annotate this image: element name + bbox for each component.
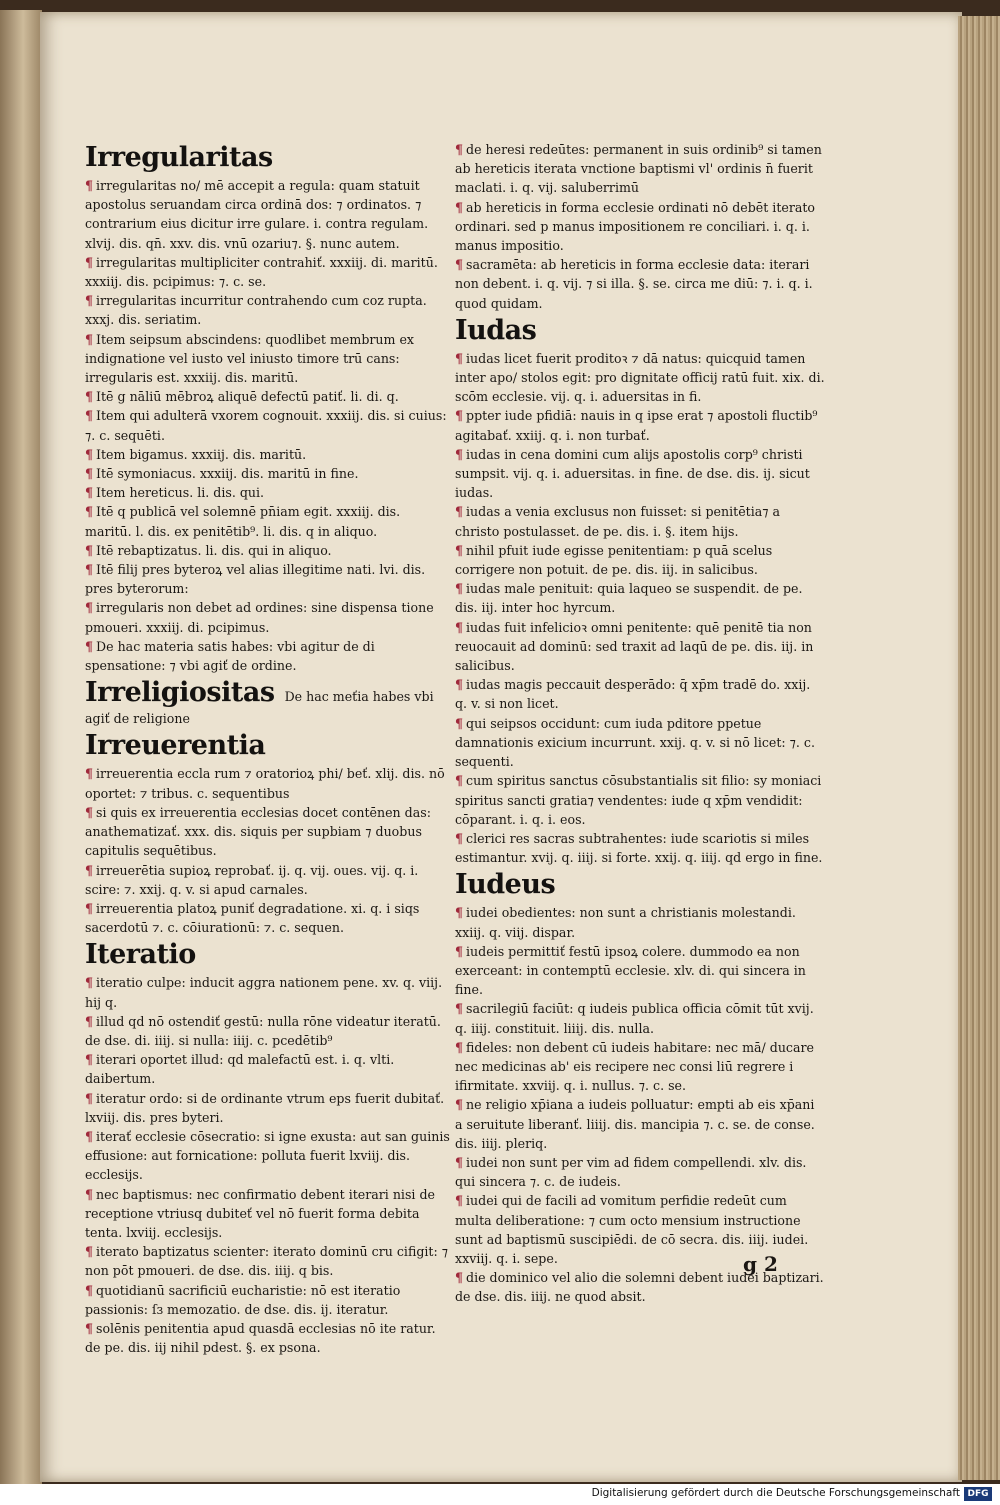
entry-text [85,1050,450,1088]
paragraph-mark-icon: ¶ [455,408,464,424]
entry-body: iudei obedientes: non sunt a christianis molestandi. xxiij. q. viij. dispar. [455,905,796,940]
entry-body: iudas in cena domini cum alijs apostolis corp⁹ christi sumpsit. vij. q. i. aduersitas. in fine. de dse. dis. ij. sicut iudas. [455,446,810,501]
left-column [85,140,450,1357]
entry-text [455,942,825,1000]
entry-text [85,330,450,388]
entry-text [85,176,450,253]
entry-body: Itē rebaptizatus. li. dis. qui in aliquo. [96,542,332,558]
entry-body: Itē g nāliū mēbroꝝ aliquē defectū patiť. li. di. q. [96,389,399,405]
entry-text [85,445,450,464]
entry-text [85,1281,450,1319]
entry-text [85,1185,450,1243]
paragraph-mark-icon: ¶ [85,1052,94,1068]
entry-body: iterari oportet illud: qd malefactū est. i. q. vlti. daibertum. [85,1052,395,1087]
entry-body: irreuerētia supioꝝ reprobať. ij. q. vij. oues. vij. q. i. scire: ⁊. xxij. q. v. si apud carnales. [85,862,419,897]
entry-body: irreuerentia eccla rum ⁊ oratorioꝝ phi/ beť. xlij. dis. nō oportet: ⁊ tribus. c. sequentibus [85,766,445,801]
entry-text [85,253,450,291]
paragraph-mark-icon: ¶ [85,446,94,462]
paragraph-mark-icon: ¶ [455,350,464,366]
entry-body: iudei non sunt per vim ad fidem compellendi. xlv. dis. qui sincera ⁊. c. de iudeis. [455,1154,807,1190]
entry-body: Itē symoniacus. xxxiij. dis. maritū in fine. [96,466,359,482]
entry-body: Itē filij pres byteroꝝ vel alias illegitime nati. lvi. dis. pres byterorum: [85,562,426,597]
credit-text: Digitalisierung gefördert durch die Deutsche Forschungsgemeinschaft [591,1487,960,1499]
entry-body: irregularitas multipliciter contrahiť. xxxiij. di. maritū. xxxiij. dis. pcipimus: ⁊. c. se. [85,254,438,290]
entry-heading [455,869,825,901]
entry-body: iudas licet fuerit proditoꝛ ⁊ dā natus: quicquid tamen inter apo/ stolos egit: pro dignitate officij ratū fuit. xix. di. scōm ecclesie. vij. q. i. aduersitas in fi. [455,350,825,405]
paragraph-mark-icon: ¶ [85,1090,94,1106]
entry-text [455,903,825,941]
entry-body: iterato baptizatus scienter: iterato dominū cru cifigit: ⁊ non pōt pmoueri. de dse. dis. iiij. q bis. [85,1244,449,1279]
page-block-edges [958,16,1000,1480]
entry-text [85,973,450,1011]
heading-irreligiositas: Irreligiositas [85,677,275,709]
entry-body: nihil pfuit iude egisse penitentiam: p quā scelus corrigere non potuit. de pe. dis. iij. in salicibus. [455,542,773,578]
entry-text [85,483,450,502]
paragraph-mark-icon: ¶ [85,504,94,520]
entry-body: iudas male penituit: quia laqueo se suspendit. de pe. dis. iij. inter hoc hyrcum. [455,581,803,616]
paragraph-mark-icon: ¶ [455,199,464,215]
heading-irreuerentia: Irreuerentia [85,730,266,762]
entry-body: sacrilegiū faciūt: q iudeis publica officia cōmit tūt xvij. q. iiij. constituit. liiij. dis. nulla. [455,1001,814,1036]
entry-body: Item qui adulterā vxorem cognouit. xxxiij. dis. si cuius: ⁊. c. sequēti. [85,408,447,443]
entry-body: De hac materia satis habes: vbi agitur de di spensatione: ⁊ vbi agiť de ordine. [85,638,375,674]
paragraph-mark-icon: ¶ [455,830,464,846]
entry-text [455,140,825,198]
entry-text [85,764,450,802]
entry-text [455,406,825,444]
entry-text [455,579,825,617]
paragraph-mark-icon: ¶ [455,1097,464,1113]
entry-body: ppter iude pfidiā: nauis in q ipse erat ⁊ apostoli fluctib⁹ agitabať. xxiij. q. i. non turbať. [455,408,818,443]
paragraph-mark-icon: ¶ [455,257,464,273]
heading-iudeus: Iudeus [455,869,556,901]
entry-text [455,255,825,313]
paragraph-mark-icon: ¶ [455,504,464,520]
heading-irregularitas: Irregularitas [85,142,273,173]
paragraph-mark-icon: ¶ [85,542,94,558]
entry-text [85,291,450,329]
paragraph-mark-icon: ¶ [85,862,94,878]
entry-text [85,464,450,483]
paragraph-mark-icon: ¶ [455,142,464,157]
paragraph-mark-icon: ¶ [455,1193,464,1209]
entry-body: ab hereticis in forma ecclesie ordinati nō debēt iterato ordinari. sed p manus impositionem re conciliari. i. q. i. manus impositio. [455,199,816,254]
entry-text [455,1038,825,1096]
entry-body: irreuerentia platoꝝ puniť degradatione. xi. q. i siqs sacerdotū ⁊. c. cōiurationū: ⁊. c. sequen. [85,900,420,936]
entry-body: nec baptismus: nec confirmatio debent iterari nisi de receptione vtriusq dubiteť vel nō fuerit forma debita tenta. lxviij. ecclesijs. [85,1186,435,1240]
paragraph-mark-icon: ¶ [85,600,94,616]
paragraph-mark-icon: ¶ [85,900,94,916]
entry-body: Itē q publicā vel solemnē pn̄iam egit. xxxiij. dis. maritū. l. dis. ex penitētib⁹. li. dis. q in aliquo. [85,504,401,539]
entry-text [85,541,450,560]
entry-body: de heresi redeūtes: permanent in suis ordinib⁹ si tamen ab hereticis iterata vnctione baptismi vl' ordinis n̄ fuerit maclati. i. q. vij. saluberrimū [455,142,822,196]
dfg-logo: DFG [964,1487,992,1501]
paragraph-mark-icon: ¶ [85,766,94,782]
entry-text [85,502,450,540]
footer-bar [0,1484,1000,1505]
entry-body: iteratur ordo: si de ordinante vtrum eps fuerit dubitať. lxviij. dis. pres byteri. [85,1090,445,1125]
entry-heading [85,677,450,728]
entry-body: solēnis penitentia apud quasdā ecclesias nō ite ratur. de pe. dis. iij nihil pdest. §. ex psona. [85,1320,436,1356]
entry-body: iudei qui de facili ad vomitum perfidie redeūt cum multa deliberatione: ⁊ cum octo mensium instructione sunt ad baptismū suscipiēdi. de cō secra. dis. iiij. iudei. xxviij. q. i. sepe. [455,1193,809,1266]
entry-heading [85,730,450,762]
entry-body: iteratio culpe: inducit aggra nationem pene. xv. q. viij. hij q. [85,975,443,1010]
entry-text [455,771,825,829]
entry-text [85,1242,450,1280]
entry-text [455,999,825,1037]
paragraph-mark-icon: ¶ [85,466,94,482]
paragraph-mark-icon: ¶ [85,1186,94,1202]
paragraph-mark-icon: ¶ [85,638,94,654]
paragraph-mark-icon: ¶ [455,619,464,635]
entry-text [455,618,825,676]
entry-body: ne religio xp̄iana a iudeis polluatur: empti ab eis xp̄ani a seruitute liberanť. liiij. dis. mancipia ⁊. c. se. de conse. dis. iiij. pleriq. [455,1097,815,1151]
entry-text [455,1153,825,1191]
entry-text [85,861,450,899]
entry-body: cum spiritus sanctus cōsubstantialis sit filio: sy moniaci spiritus sancti gratia⁊ vendentes: iude q xp̄m vendidit: cōparant. i. q. i. eos. [455,773,822,827]
paragraph-mark-icon: ¶ [85,293,94,309]
entry-text [85,637,450,675]
entry-body: iudas fuit infelicioꝛ omni penitente: quē penitē tia non reuocauit ad dominū: sed traxit ad laqū de pe. dis. iij. in salicibus. [455,619,814,674]
paragraph-mark-icon: ¶ [455,677,464,693]
entry-text [455,349,825,407]
paragraph-mark-icon: ¶ [85,804,94,820]
paragraph-mark-icon: ¶ [85,1128,94,1144]
paragraph-mark-icon: ¶ [85,408,94,424]
paragraph-mark-icon: ¶ [85,1244,94,1260]
entry-body: iudeis permittiť festū ipsoꝝ colere. dummodo ea non exerceant: in contemptū ecclesie. xlv. di. qui sincera in fine. [455,943,806,998]
signature-mark: g 2 [743,1252,778,1276]
entry-body: fideles: non debent cū iudeis habitare: nec mā/ ducare nec medicinas ab' eis recipere nec consi liū regrere i ifirmitate. xxviij. q. i. nullus. ⁊. c. se. [455,1039,814,1094]
paragraph-mark-icon: ¶ [455,715,464,731]
entry-text [85,1012,450,1050]
entry-text [455,541,825,579]
entry-text [455,829,825,867]
paragraph-mark-icon: ¶ [85,178,94,193]
heading-iteratio: Iteratio [85,939,196,971]
entry-heading [85,939,450,971]
entry-text [85,1127,450,1185]
paragraph-mark-icon: ¶ [85,254,94,270]
paragraph-mark-icon: ¶ [85,562,94,578]
entry-text [85,387,450,406]
entry-text [455,445,825,503]
entry-body: qui seipsos occidunt: cum iuda pditore ppetue damnationis exicium incurrunt. xxij. q. v. si nō licet: ⁊. c. sequenti. [455,715,815,770]
facing-page-edge [0,10,42,1484]
entry-body: Item seipsum abscindens: quodlibet membrum ex indignatione vel iusto vel iniusto timore trū cans: irregularis est. xxxiij. dis. maritū. [85,331,415,386]
entry-text [85,598,450,636]
entry-text [85,899,450,937]
entry-body: iudas magis peccauit desperādo: q̄ xp̄m tradē do. xxij. q. v. si non licet. [455,677,811,712]
paragraph-mark-icon: ¶ [455,1001,464,1017]
entry-text [85,1089,450,1127]
entry-body: Item hereticus. li. dis. qui. [96,485,265,501]
entry-heading [455,315,825,347]
entry-body: irregularitas no/ mē accepit a regula: quam statuit apostolus seruandam circa ordinā dos: ⁊ ordinatos. ⁊ contrarium eius dicitur irre gulare. i. contra regulam. xlvij. dis. qn̄. xxv. dis. vnū ozariu⁊. §. nunc autem. [85,178,429,251]
entry-body: irregularis non debet ad ordines: sine dispensa tione pmoueri. xxxiij. di. pcipimus. [85,600,434,635]
entry-body: clerici res sacras subtrahentes: iude scariotis si miles estimantur. xvij. q. iiij. si forte. xxij. q. iiij. qd ergo in fine. [455,830,823,866]
paragraph-mark-icon: ¶ [455,773,464,789]
paragraph-mark-icon: ¶ [85,331,94,347]
entry-text [455,198,825,256]
paragraph-mark-icon: ¶ [455,581,464,597]
entry-text [455,1095,825,1153]
paragraph-mark-icon: ¶ [455,943,464,959]
entry-body: iterať ecclesie cōsecratio: si igne exusta: aut san guinis effusione: aut fornicatione: polluta fuerit lxviij. dis. ecclesijs. [85,1128,450,1183]
paragraph-mark-icon: ¶ [85,1282,94,1298]
paragraph-mark-icon: ¶ [85,389,94,405]
entry-body: sacramēta: ab hereticis in forma ecclesie data: iterari non debent. i. q. vij. ⁊ si illa. §. se. circa me diū: ⁊. i. q. i. quod quidam. [455,257,813,311]
entry-body: illud qd nō ostendiť gestū: nulla rōne videatur iteratū. de dse. di. iiij. si nulla: iiij. c. pcedētib⁹ [85,1013,441,1048]
heading-iudas: Iudas [455,314,537,346]
entry-text [85,803,450,861]
entry-text [455,714,825,772]
entry-body: quotidianū sacrificiū eucharistie: nō est iteratio passionis: ſɜ memozatio. de dse. dis. ij. iteratur. [85,1282,401,1317]
entry-body: irregularitas incurritur contrahendo cum coz rupta. xxxj. dis. seriatim. [85,293,427,328]
entry-body: si quis ex irreuerentia ecclesias docet contēnen das: anathematizať. xxx. dis. siquis per supbiam ⁊ duobus capitulis sequētibus. [85,804,431,859]
entry-body: die dominico vel alio die solemni debent iudei baptizari. de dse. dis. iiij. ne quod absit. [455,1270,824,1305]
paragraph-mark-icon: ¶ [455,1270,464,1286]
paragraph-mark-icon: ¶ [85,1013,94,1029]
paragraph-mark-icon: ¶ [455,1154,464,1170]
paragraph-mark-icon: ¶ [455,905,464,921]
entry-text [85,1319,450,1357]
paragraph-mark-icon: ¶ [455,542,464,558]
paragraph-mark-icon: ¶ [85,1320,94,1336]
entry-heading [85,142,450,174]
heading-irreligiositas-text: De hac meťia habes vbi agiť de religione [85,689,434,727]
right-column [455,140,825,1307]
entry-body: Item bigamus. xxxiij. dis. maritū. [96,446,307,462]
paragraph-mark-icon: ¶ [455,1039,464,1055]
paragraph-mark-icon: ¶ [85,975,94,991]
paragraph-mark-icon: ¶ [85,485,94,501]
entry-text [455,675,825,713]
entry-text [455,502,825,540]
entry-text [85,560,450,598]
paragraph-mark-icon: ¶ [455,446,464,462]
entry-body: iudas a venia exclusus non fuisset: si penitētia⁊ a christo postulasset. de pe. dis. i. §. item hijs. [455,504,781,539]
entry-text [85,406,450,444]
